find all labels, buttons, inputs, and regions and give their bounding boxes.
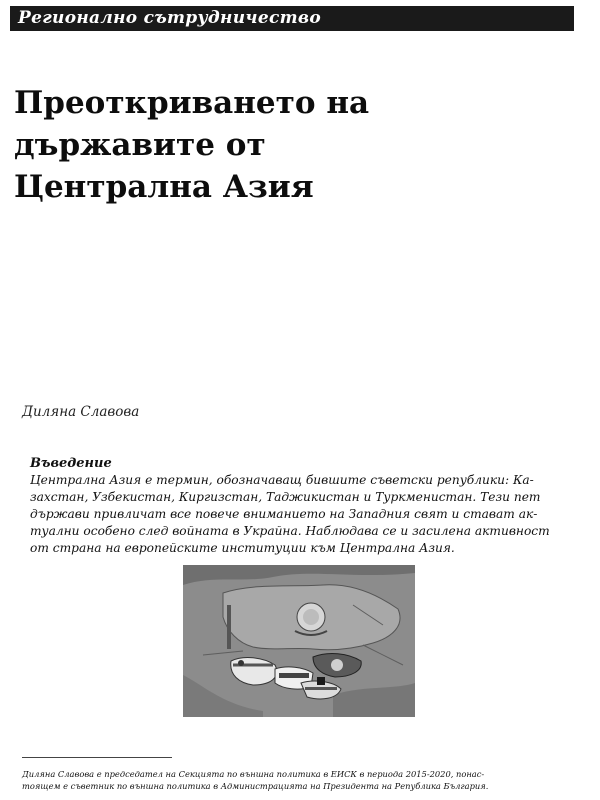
central-asia-flags-map-icon — [183, 565, 415, 717]
author-footnote — [22, 768, 592, 792]
introduction-paragraph — [30, 472, 590, 557]
author-name: Диляна Славова — [22, 404, 140, 420]
section-banner — [10, 6, 574, 31]
paragraph-line: захстан, Узбекистан, Киргизстан, Таджикистан и Туркменистан. Тези пет — [30, 490, 541, 504]
section-heading-introduction: Въведение — [30, 456, 112, 471]
footnote-line: тоящем е съветник по външна политика в Администрацията на Президента на Република България. — [22, 781, 489, 791]
paragraph-line: от страна на европейските институции към Централна Азия. — [30, 541, 455, 555]
section-title: Регионално сътрудничество — [18, 8, 321, 28]
paragraph-line: държави привличат все повече вниманието на Западния свят и стават ак- — [30, 507, 538, 521]
article-title-line: държавите от — [14, 127, 266, 163]
article-title-line: Централна Азия — [14, 169, 314, 205]
paragraph-line: Централна Азия е термин, обозначаващ бившите съветски републики: Ка- — [30, 473, 534, 487]
paragraph-line: туални особено след войната в Украйна. Наблюдава се и засилена активност — [30, 524, 550, 538]
central-asia-map-image — [183, 565, 415, 717]
article-title-line: Преоткриването на — [14, 85, 370, 121]
footnote-divider — [22, 757, 172, 758]
article-title — [14, 82, 574, 208]
footnote-line: Диляна Славова е председател на Секцията по външна политика в ЕИСК в периода 2015-2020, понас- — [22, 769, 485, 779]
